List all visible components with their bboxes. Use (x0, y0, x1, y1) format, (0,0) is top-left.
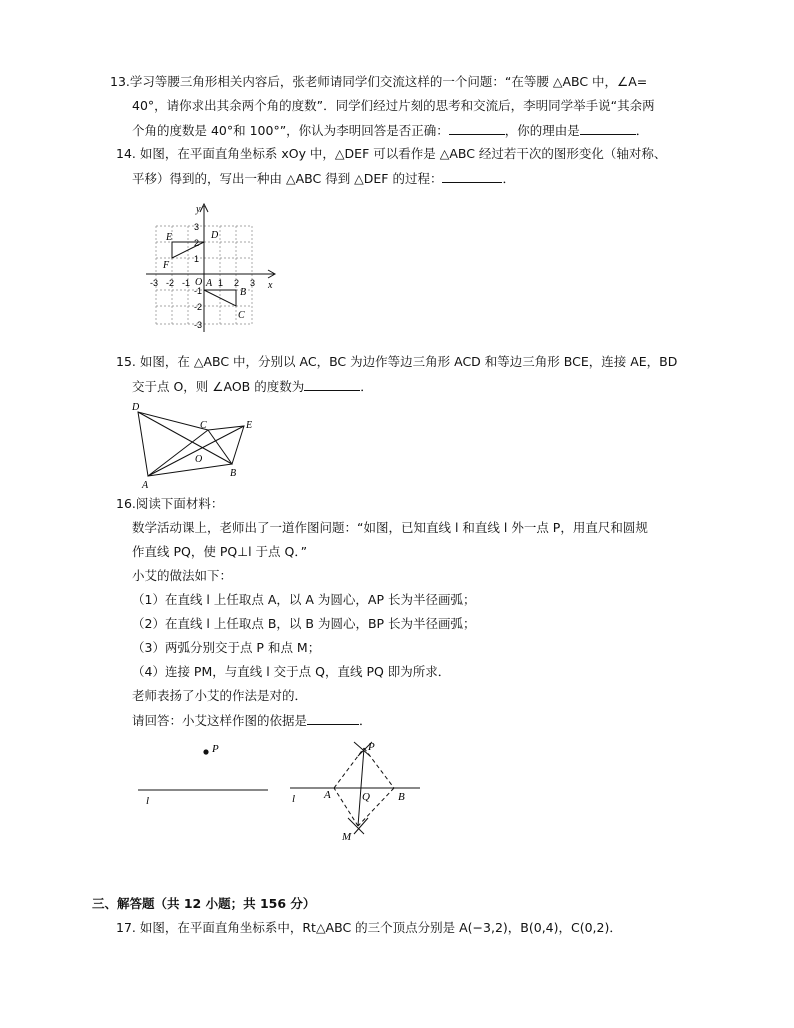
q16-step1: （1）在直线 l 上任取点 A，以 A 为圆心，AP 长为半径画弧； (132, 592, 476, 607)
q15-point-a-label: A (142, 480, 149, 490)
q14-answer-blank[interactable] (442, 170, 502, 183)
q16-construction-figure (288, 738, 428, 850)
x-tick-3: 3 (250, 278, 256, 288)
point-d-label: D (211, 230, 219, 241)
q15-point-b-label: B (230, 468, 237, 479)
q16-given-figure (134, 742, 274, 812)
segment-ma (334, 788, 358, 826)
q15-line2 (132, 378, 373, 395)
point-b-label: B (240, 287, 247, 298)
y-tick-1: 1 (194, 254, 200, 264)
q13-answer-blank-1[interactable] (449, 122, 505, 135)
point-a-label: A (206, 278, 213, 289)
y-tick-2: 2 (194, 238, 200, 248)
segment-pb (364, 748, 394, 788)
section3-heading: 三、解答题（共 12 小题；共 156 分） (92, 896, 316, 911)
y-tick-3: 3 (194, 222, 200, 232)
y-tick-neg1: -1 (194, 286, 203, 296)
segment-pm (358, 748, 364, 826)
q16-line5: 老师表扬了小艾的作法是对的． (132, 688, 308, 703)
y-tick-neg3: -3 (194, 320, 203, 330)
q16-line6-end: ． (359, 713, 372, 728)
q13-line3 (132, 122, 648, 139)
triangle-bce (208, 426, 244, 464)
point-c-label: C (238, 310, 245, 321)
q16-answer-blank[interactable] (307, 712, 359, 725)
q16-right-q-label: Q (362, 791, 370, 803)
q14-line1: 14. 如图，在平面直角坐标系 xOy 中，△DEF 可以看作是 △ABC 经过若干次的图形变化（轴对称、 (116, 146, 667, 161)
q15-point-e-label: E (246, 420, 253, 431)
q16-right-b-label: B (398, 791, 405, 803)
q15-line2-end: ． (360, 379, 373, 394)
q15-point-c-label: C (200, 420, 207, 431)
axis-y-label: y (196, 204, 201, 215)
triangle-acd (138, 412, 208, 476)
x-tick-neg3: -3 (150, 278, 159, 288)
x-tick-neg2: -2 (166, 278, 175, 288)
q15-point-d-label: D (132, 402, 140, 413)
q17-line1: 17. 如图，在平面直角坐标系中，Rt△ABC 的三个顶点分别是 A(−3,2)，B(0,4)，C(0,2)． (116, 920, 622, 935)
q16-step4: （4）连接 PM，与直线 l 交于点 Q，直线 PQ 即为所求． (132, 664, 451, 679)
q16-left-l-label: l (146, 795, 150, 807)
q16-line2: 数学活动课上，老师出了一道作图问题：“如图，已知直线 l 和直线 l 外一点 P，用直尺和圆规 (132, 520, 648, 535)
q16-line3: 作直线 PQ，使 PQ⊥l 于点 Q．” (132, 544, 308, 559)
y-tick-neg2: -2 (194, 302, 203, 312)
q14-line2-end: ． (502, 171, 515, 186)
q15-point-o-label: O (195, 454, 203, 465)
q16-right-p-label: P (368, 741, 375, 753)
q14-line2 (132, 170, 515, 187)
q13-line3-text-b: ，你的理由是 (504, 123, 580, 138)
q16-right-m-label: M (342, 831, 352, 843)
axis-x-label: x (268, 280, 273, 291)
point-e-label: E (166, 232, 173, 243)
q15-answer-blank[interactable] (304, 378, 360, 391)
q13-line3-text-a: 个角的度数是 40°和 100°”，你认为李明回答是否正确： (132, 123, 449, 138)
q14-line2-text: 平移）得到的，写出一种由 △ABC 得到 △DEF 的过程： (132, 171, 443, 186)
point-p-dot (203, 749, 208, 754)
q15-line1: 15. 如图，在 △ABC 中，分别以 AC，BC 为边作等边三角形 ACD 和等边三角形 BCE，连接 AE，BD (116, 354, 678, 369)
q15-triangle-figure (128, 400, 268, 490)
q16-line4: 小艾的做法如下： (132, 568, 233, 583)
q16-line1: 16.阅读下面材料： (116, 496, 224, 511)
q13-line3-text-c: ． (635, 123, 649, 138)
point-f-label: F (163, 260, 170, 271)
q16-step3: （3）两弧分别交于点 P 和点 M； (132, 640, 321, 655)
q14-coordinate-figure (144, 200, 284, 340)
q15-line2-text: 交于点 O，则 ∠AOB 的度数为 (132, 379, 305, 394)
origin-label: O (195, 277, 203, 288)
q16-right-a-label: A (324, 789, 331, 801)
x-tick-1: 1 (218, 278, 224, 288)
q16-right-l-label: l (292, 793, 296, 805)
x-tick-2: 2 (234, 278, 240, 288)
q16-line6-text: 请回答：小艾这样作图的依据是 (132, 713, 308, 728)
q13-line2: 40°，请你求出其余两个角的度数”．同学们经过片刻的思考和交流后，李明同学举手说“其余两 (132, 98, 655, 113)
q16-left-p-label: P (212, 743, 219, 755)
q16-step2: （2）在直线 l 上任取点 B，以 B 为圆心，BP 长为半径画弧； (132, 616, 476, 631)
q13-answer-blank-2[interactable] (580, 122, 636, 135)
q13-line1: 13.学习等腰三角形相关内容后，张老师请同学们交流这样的一个问题：“在等腰 △ABC 中，∠A= (110, 74, 648, 89)
q16-line6 (132, 712, 372, 729)
x-tick-neg1: -1 (182, 278, 191, 288)
